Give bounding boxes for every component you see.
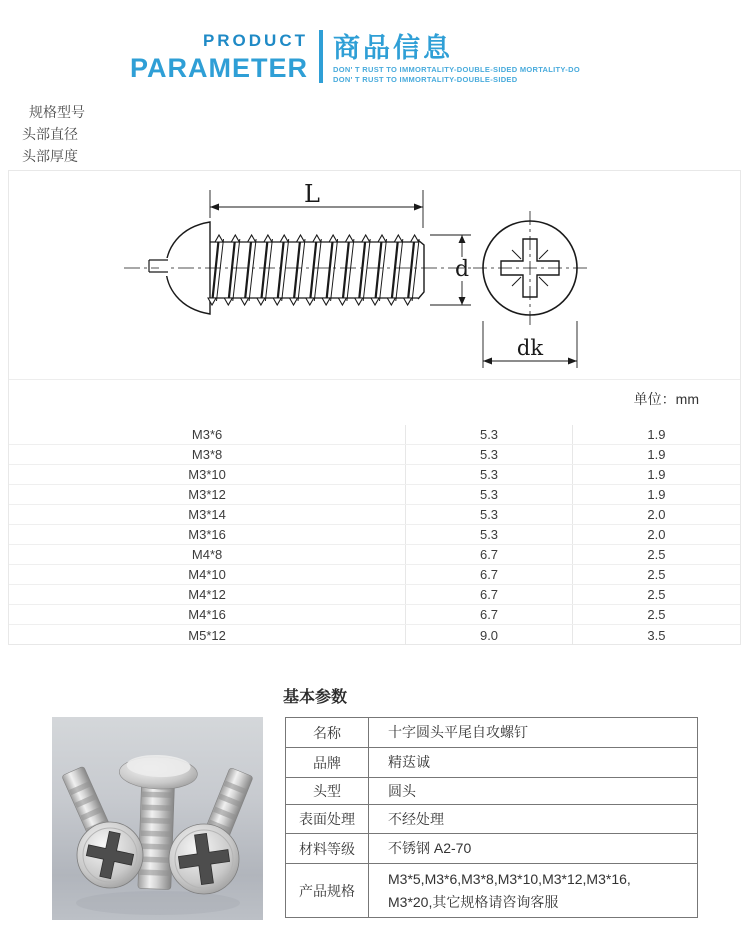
- table-cell: 6.7: [405, 545, 572, 564]
- param-value: M3*5,M3*6,M3*8,M3*10,M3*12,M3*16, M3*20,其它规格请咨询客服: [388, 870, 631, 910]
- table-cell: M4*12: [188, 587, 226, 602]
- table-row: [9, 485, 740, 505]
- product-word: PRODUCT: [202, 31, 308, 50]
- dim-label-d: d: [454, 257, 470, 282]
- param-label: 头型: [286, 778, 369, 804]
- param-label: 品牌: [286, 748, 369, 777]
- header-divider: [319, 30, 323, 83]
- d-arrow-bottom: [459, 297, 466, 305]
- param-row: [286, 747, 697, 777]
- column-label-head-thickness: 头部厚度: [22, 148, 78, 164]
- table-cell: M3*8: [191, 447, 223, 462]
- param-label: 材料等级: [286, 834, 369, 863]
- dim-label-L: L: [304, 180, 320, 208]
- table-cell: 5.3: [405, 485, 572, 504]
- table-row: [9, 625, 740, 645]
- screw-left-head: [77, 822, 143, 888]
- parameter-word: PARAMETER: [129, 53, 308, 83]
- param-value: 不锈钢 A2-70: [388, 840, 472, 856]
- tagline-2: DON' T RUST TO IMMORTALITY-DOUBLE-SIDED: [333, 74, 518, 84]
- screw-tip: [418, 240, 424, 299]
- product-photo: [52, 717, 263, 920]
- table-row: [9, 465, 740, 485]
- table-row: [9, 425, 740, 445]
- brand-header-cn: [333, 26, 580, 84]
- thread-pattern: [208, 235, 419, 305]
- L-arrow-left: [210, 204, 219, 211]
- table-cell: M3*14: [188, 507, 226, 522]
- param-label: 表面处理: [286, 805, 369, 833]
- table-row: [9, 505, 740, 525]
- table-row: [9, 585, 740, 605]
- unit-note: 单位：mm: [9, 379, 740, 425]
- param-value: 不经处理: [388, 810, 444, 827]
- tagline-1: DON' T RUST TO IMMORTALITY-DOUBLE-SIDED MORTALITY-DO: [333, 65, 580, 74]
- dk-arrow-right: [568, 358, 577, 365]
- technical-drawing: [9, 171, 740, 379]
- table-cell: 1.9: [572, 485, 740, 504]
- param-row: [286, 863, 697, 917]
- table-cell: 5.3: [405, 425, 572, 444]
- centerlines-front: [473, 211, 587, 329]
- table-cell: 2.0: [572, 525, 740, 544]
- table-cell: 6.7: [405, 605, 572, 624]
- table-cell: 6.7: [405, 565, 572, 584]
- table-cell: M3*12: [188, 487, 226, 502]
- dk-arrow-left: [483, 358, 492, 365]
- slot-mask: [159, 258, 171, 276]
- table-cell: 2.5: [572, 585, 740, 604]
- table-cell: M3*6: [191, 427, 223, 442]
- d-arrow-top: [459, 235, 466, 243]
- column-labels: [22, 101, 85, 167]
- param-label: 产品规格: [286, 864, 369, 917]
- table-cell: 5.3: [405, 525, 572, 544]
- param-label: 名称: [286, 718, 369, 747]
- param-value: 精荙诚: [388, 754, 430, 770]
- product-info-title: 商品信息: [333, 33, 453, 63]
- table-cell: 9.0: [405, 625, 572, 645]
- table-cell: 5.3: [405, 445, 572, 464]
- table-cell: M4*16: [188, 607, 226, 622]
- table-row: [9, 525, 740, 545]
- table-cell: 3.5: [572, 625, 740, 645]
- table-cell: 2.5: [572, 565, 740, 584]
- table-cell: 6.7: [405, 585, 572, 604]
- param-row: [286, 804, 697, 833]
- table-cell: M5*12: [188, 627, 226, 643]
- table-cell: M3*16: [188, 527, 226, 542]
- param-value: 圆头: [388, 782, 416, 799]
- table-row: [9, 545, 740, 565]
- brand-header-en: [116, 31, 308, 84]
- table-cell: 1.9: [572, 425, 740, 444]
- dim-label-dk: dk: [516, 336, 544, 360]
- table-row: [9, 605, 740, 625]
- photo-shadow: [76, 891, 240, 915]
- table-row: [9, 565, 740, 585]
- L-arrow-right: [414, 204, 423, 211]
- column-label-head-diameter: 头部直径: [22, 126, 78, 142]
- table-cell: M3*10: [188, 467, 226, 482]
- spec-panel: [8, 170, 741, 645]
- table-row: [9, 445, 740, 465]
- size-table: [9, 425, 740, 645]
- param-row: [286, 777, 697, 804]
- param-row: [286, 718, 697, 747]
- table-cell: 2.5: [572, 545, 740, 564]
- table-cell: 2.0: [572, 505, 740, 524]
- param-row: [286, 833, 697, 863]
- table-cell: 5.3: [405, 465, 572, 484]
- basic-params-table: [285, 717, 698, 918]
- basic-params-title: 基本参数: [283, 689, 348, 706]
- table-cell: 1.9: [572, 445, 740, 464]
- table-cell: 5.3: [405, 505, 572, 524]
- table-cell: M4*10: [188, 567, 226, 582]
- table-cell: M4*8: [191, 547, 223, 562]
- table-cell: 2.5: [572, 605, 740, 624]
- param-value: 十字圆头平尾自攻螺钉: [388, 724, 528, 740]
- screw-right-head: [169, 824, 239, 894]
- table-cell: 1.9: [572, 465, 740, 484]
- column-label-spec: 规格型号: [29, 104, 85, 120]
